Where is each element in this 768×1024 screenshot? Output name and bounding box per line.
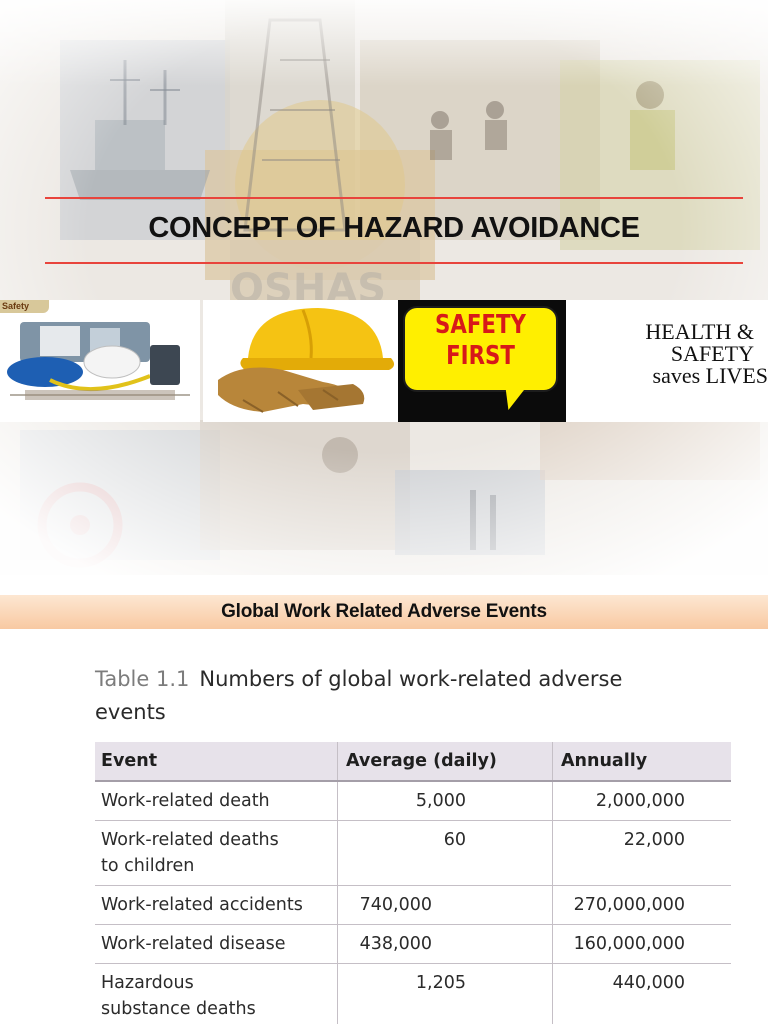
event-cell (95, 886, 338, 924)
daily-cell: 740,000 (338, 886, 553, 924)
event-name: Work-related death (101, 791, 270, 811)
daily-cell: 5,000 (338, 782, 553, 820)
caption-text: Numbers of global work-related adverse (199, 667, 623, 691)
header-daily: Average (daily) (338, 742, 553, 780)
safety-first-line2: FIRST (446, 341, 515, 371)
annual-cell: 270,000,000 (573, 895, 685, 915)
event-name: Work-related disease (101, 934, 286, 954)
table-row (95, 821, 731, 886)
safety-first-text (417, 310, 544, 372)
annual-cell: 2,000,000 (595, 791, 685, 811)
table-slide (0, 575, 768, 1024)
event-cell (95, 925, 338, 963)
table-row (95, 925, 731, 964)
events-table (95, 742, 731, 1024)
caption-first-line (95, 663, 715, 696)
hard-hat-image (203, 300, 398, 422)
table-row (95, 782, 731, 821)
image-strip (0, 300, 768, 422)
caption-second-line: events (95, 700, 166, 724)
slide-title: CONCEPT OF HAZARD AVOIDANCE (148, 212, 640, 244)
slide-banner (0, 595, 768, 629)
health-safety-text (645, 319, 768, 388)
annual-cell: 22,000 (623, 830, 685, 850)
health-line3: saves LIVES (652, 363, 768, 388)
annual-cell: 160,000,000 (573, 934, 685, 954)
event-name: Work-related accidents (101, 895, 303, 915)
event-name: Work-related deaths (101, 830, 279, 850)
event-cell (95, 821, 338, 885)
daily-cell: 60 (338, 821, 553, 885)
event-name-continued: to children (101, 856, 195, 876)
event-cell (95, 964, 338, 1024)
table-row (95, 964, 731, 1024)
table-number: Table 1.1 (95, 667, 190, 691)
event-cell (95, 782, 338, 820)
safety-first-sign (398, 300, 566, 422)
header-annually: Annually (561, 751, 648, 771)
table-header-row (95, 742, 731, 782)
health-safety-sign (566, 300, 768, 422)
table-row (95, 886, 731, 925)
annual-cell: 440,000 (612, 973, 685, 993)
table-caption (95, 663, 715, 729)
health-line2: SAFETY (670, 341, 754, 366)
event-name: Hazardous (101, 973, 194, 993)
safety-first-line1: SAFETY (435, 310, 526, 340)
safety-kit-image (0, 300, 200, 422)
safety-tag: Safety (0, 300, 49, 313)
daily-cell: 438,000 (338, 925, 553, 963)
event-name-continued: substance deaths (101, 999, 256, 1019)
health-line1: HEALTH & (645, 319, 754, 344)
title-bottom-rule (45, 262, 743, 264)
title-top-rule (45, 197, 743, 199)
daily-cell: 1,205 (338, 964, 553, 1024)
banner-title: Global Work Related Adverse Events (221, 601, 547, 622)
header-event: Event (95, 742, 338, 780)
